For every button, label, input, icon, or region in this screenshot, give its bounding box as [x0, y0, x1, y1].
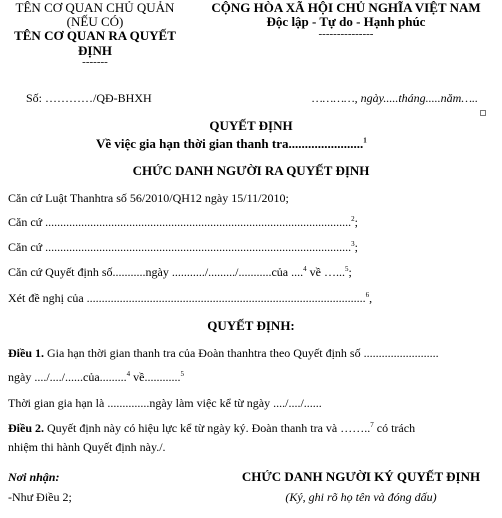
right-header-dashes: --------------- — [318, 28, 374, 40]
basis-line-2: Căn cứ ......................................................................................................$^2$; — [8, 215, 359, 229]
decision-date: …………, ngày.....tháng.....năm….. — [312, 91, 479, 105]
parent-agency-note: (NẾU CÓ) — [66, 14, 124, 29]
article-2-line-1: Điều 2. Quyết định này có hiệu lực kể từ ngày ký. Đoàn thanh tra và ……..$^7$ có trách — [8, 421, 416, 435]
article-2-line-2: nhiệm thi hành Quyết định này./. — [8, 440, 166, 454]
article-2-label: Điều 2. — [8, 421, 44, 435]
national-motto: Độc lập - Tự do - Hạnh phúc — [266, 14, 426, 29]
footnote-ref: 3 — [351, 240, 355, 248]
decision-subject: Về việc gia hạn thời gian thanh tra.......................$^1$ — [96, 136, 367, 151]
parent-agency-name: TÊN CƠ QUAN CHỦ QUẢN — [15, 0, 175, 15]
decision-title: QUYẾT ĐỊNH — [209, 118, 293, 133]
issuing-agency-name-cont: ĐỊNH — [78, 43, 112, 58]
page-corner-mark — [480, 110, 486, 116]
footnote-ref: 2 — [351, 215, 355, 223]
issuing-agency-name: TÊN CƠ QUAN RA QUYẾT — [14, 28, 176, 43]
basis-line-3: Căn cứ ......................................................................................................$^3$; — [8, 240, 359, 254]
decision-number: Số: …………/QĐ-BHXH — [26, 91, 152, 105]
basis-line-1: Căn cứ Luật Thanhtra số 56/2010/QH12 ngày 15/11/2010; — [8, 191, 289, 205]
left-header-dashes: ------- — [82, 56, 108, 68]
signer-title: CHỨC DANH NGƯỜI KÝ QUYẾT ĐỊNH — [241, 469, 481, 484]
recipients-label: Nơi nhận: — [8, 470, 60, 484]
footnote-ref: 1 — [363, 136, 367, 145]
footnote-ref: 5 — [344, 265, 349, 273]
signer-instruction: (Ký, ghi rõ họ tên và đóng dấu) — [285, 490, 437, 504]
article-1-line-3: Thời gian gia hạn là ..............ngày làm việc kể từ ngày ..../..../...... — [8, 396, 322, 410]
footnote-ref: 6 — [365, 291, 370, 299]
basis-line-5: Xét đề nghị của .............................................................................................$^6$, — [8, 291, 373, 305]
national-title: CỘNG HÒA XÃ HỘI CHỦ NGHĨA VIỆT NAM — [211, 0, 481, 15]
article-1-label: Điều 1. — [8, 346, 44, 360]
decision-heading: QUYẾT ĐỊNH: — [207, 318, 295, 333]
footnote-ref: 7 — [370, 421, 374, 429]
basis-line-4: Căn cứ Quyết định số...........ngày .........../........./...........của ....$^4$ về …...$^5$; — [8, 265, 352, 279]
footnote-ref: 4 — [126, 370, 131, 378]
article-1-line-2: ngày ..../..../......của.........$^4$ về............$^5$ — [8, 370, 184, 384]
footnote-ref: 5 — [180, 370, 184, 378]
footnote-ref: 4 — [303, 265, 307, 273]
recipient-1: -Như Điều 2; — [8, 490, 72, 504]
article-1-line-1: Điều 1. Gia hạn thời gian thanh tra của Đoàn thanhtra theo Quyết định số ......................... — [8, 346, 439, 360]
issuer-title: CHỨC DANH NGƯỜI RA QUYẾT ĐỊNH — [132, 163, 370, 178]
